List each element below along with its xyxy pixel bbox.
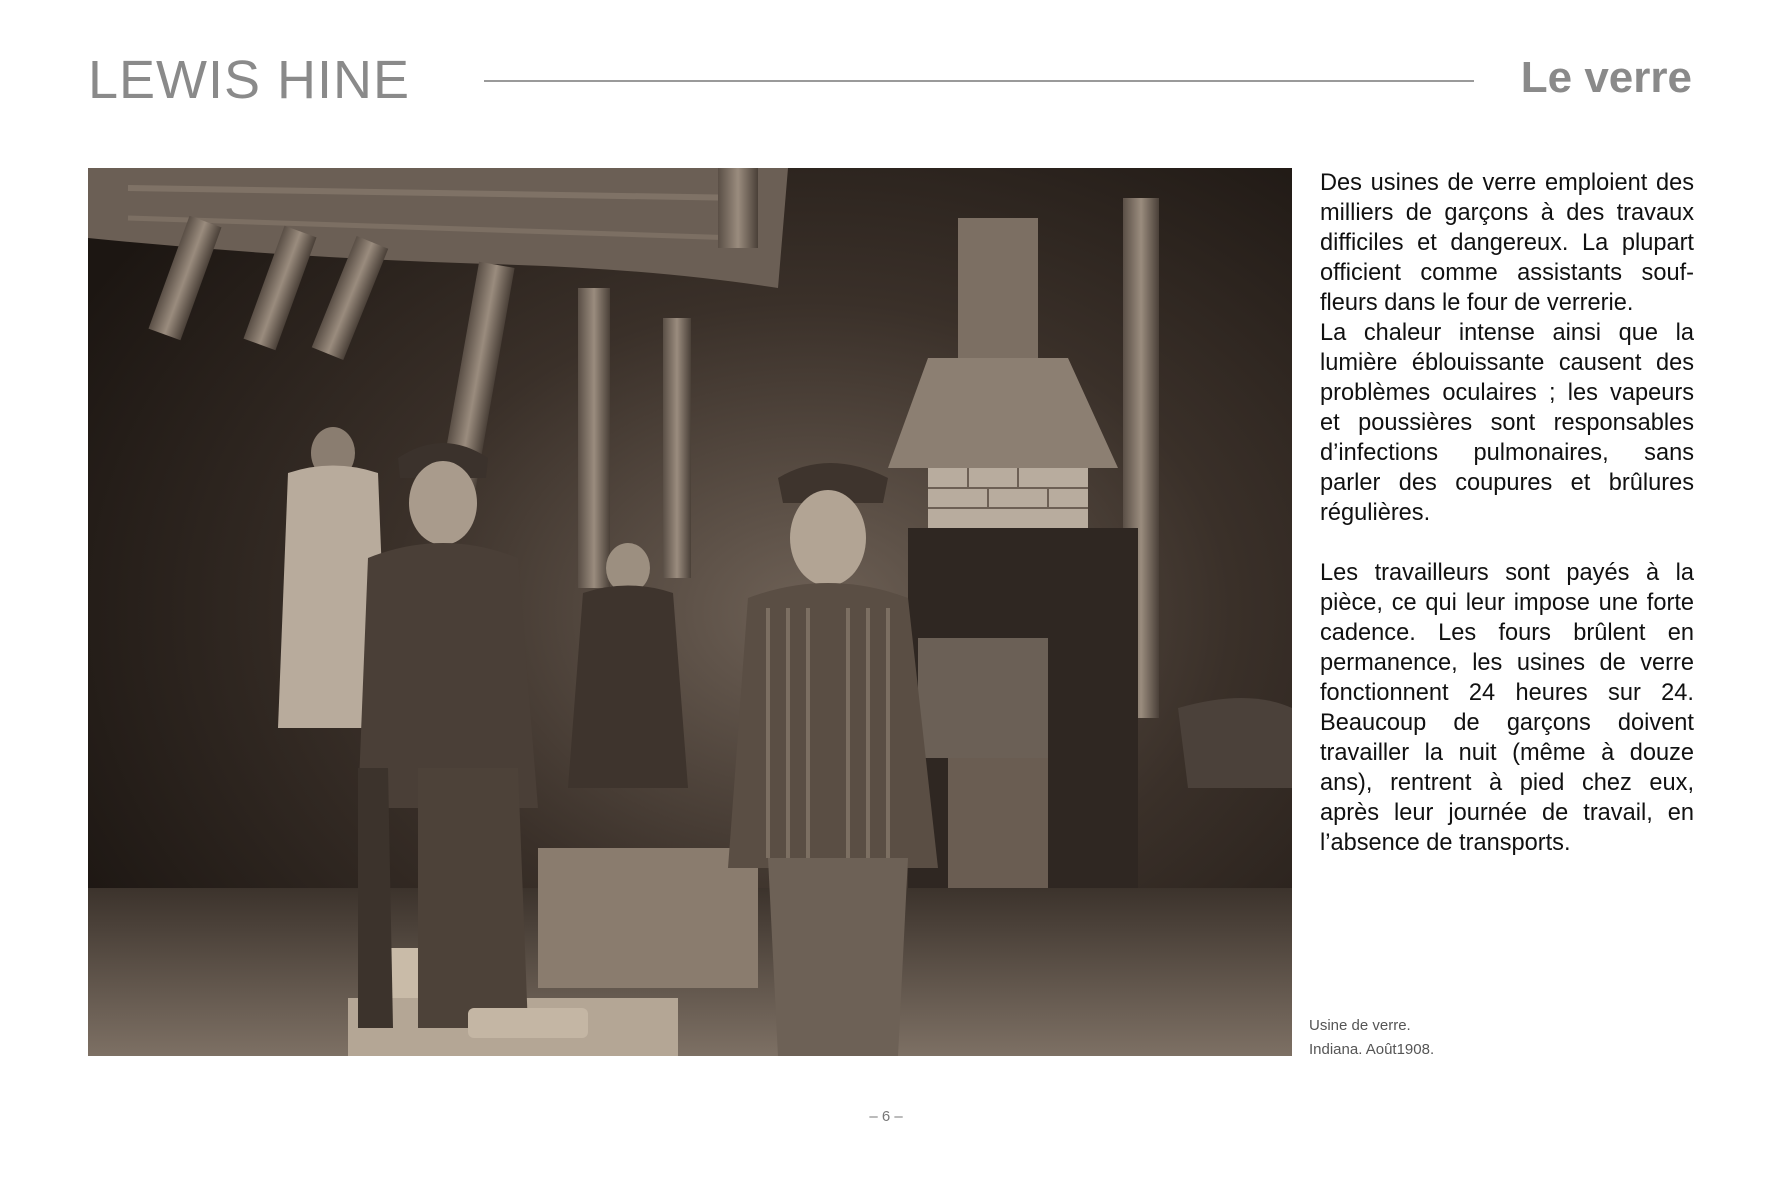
header-divider bbox=[484, 80, 1474, 82]
caption-line-2: Indiana. Août1908. bbox=[1309, 1041, 1435, 1058]
paragraph-3: Les travailleurs sont payés à la pièce, ce qui leur impose une forte cadence. Les fours brûlent en permanence, les usines de verre fonctionnent 24 heures sur 24. Beaucoup de garçons doivent travailler la nuit (même à douze ans), rentrent à pied chez eux, après leur journée de travail, en l’absence de transports. bbox=[1320, 560, 1694, 856]
section-title: Le verre bbox=[1520, 53, 1692, 102]
historical-photo bbox=[88, 168, 1292, 1056]
glass-factory-photo-illustration bbox=[88, 168, 1292, 1056]
caption-line-1: Usine de verre. bbox=[1309, 1017, 1411, 1034]
article-body bbox=[1320, 168, 1694, 858]
paragraph-2: La chaleur intense ainsi que la lumière éblouissante causent des problèmes oculaires ; les vapeurs et poussières sont responsables d’infections pulmonaires, sans parler des coupures et brûlures régulières. bbox=[1320, 320, 1694, 526]
photo-caption bbox=[1309, 1014, 1434, 1062]
paragraph-1: Des usines de verre emploient des milliers de garçons à des travaux difficiles et dangereux. La plupart officient comme assistants souf-fleurs dans le four de verrerie. bbox=[1320, 170, 1694, 316]
page-title: LEWIS HINE bbox=[88, 50, 411, 110]
page-number: – 6 – bbox=[869, 1108, 903, 1125]
